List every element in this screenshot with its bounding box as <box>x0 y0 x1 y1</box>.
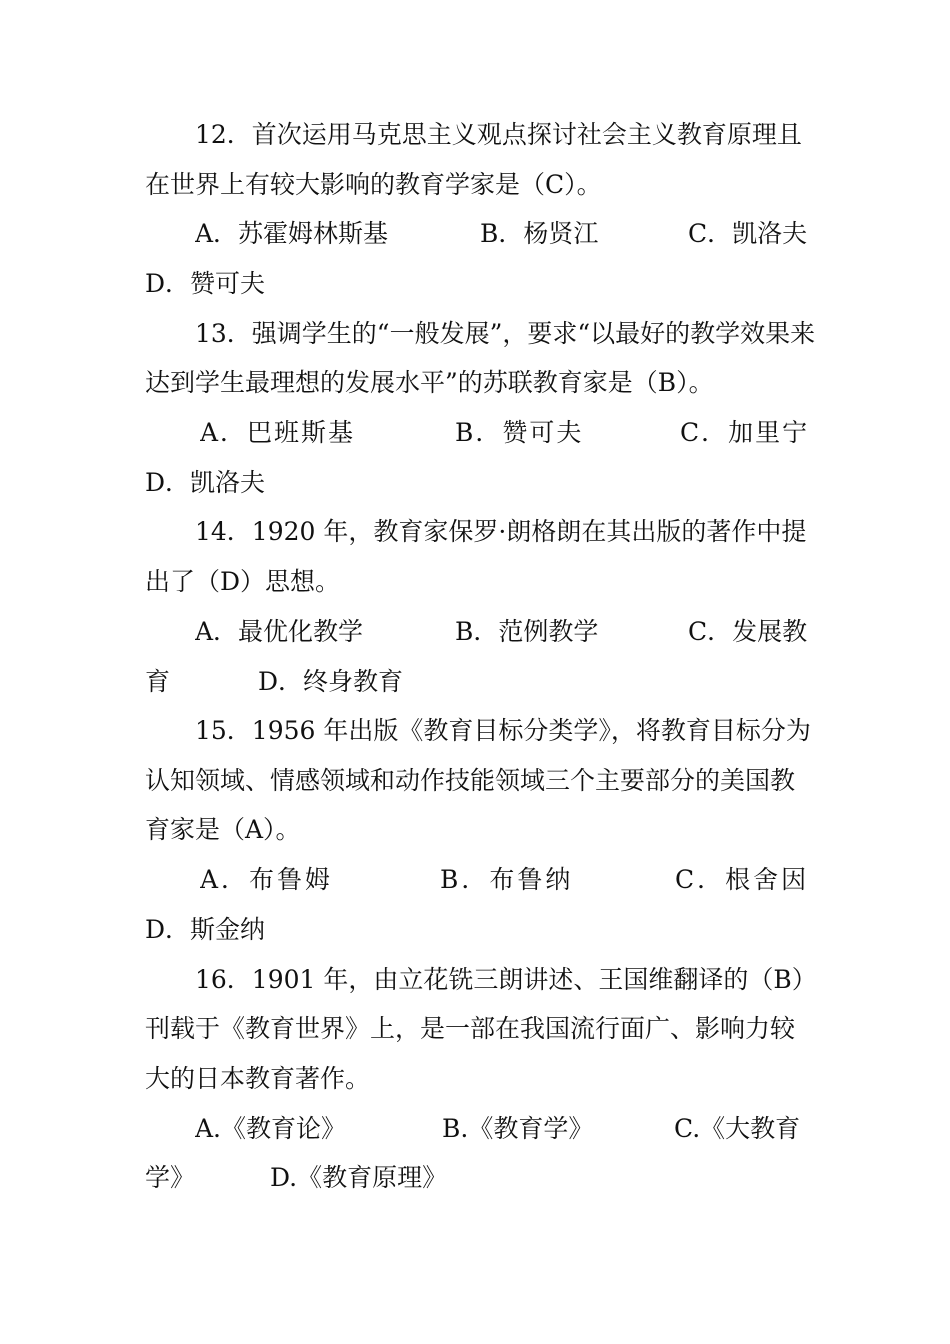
question-13-option-c: C．加里宁 <box>680 418 810 447</box>
question-16-option-d: D.《教育原理》 <box>270 1163 448 1192</box>
question-15-option-b: B．布鲁纳 <box>440 865 574 894</box>
question-15-option-d: D．斯金纳 <box>145 915 266 944</box>
question-13-stem-line-2: 达到学生最理想的发展水平”的苏联教育家是（B）。 <box>145 368 714 397</box>
question-15-stem-line-3: 育家是（A）。 <box>145 815 301 844</box>
question-16-stem-line-3: 大的日本教育著作。 <box>145 1064 371 1093</box>
question-14-option-d: D．终身教育 <box>258 667 404 696</box>
question-16-stem-line-1: 16．1901 年，由立花铣三朗讲述、王国维翻译的（B） <box>195 965 817 994</box>
question-16-option-b: B.《教育学》 <box>442 1114 594 1143</box>
question-13-option-b: B．赞可夫 <box>455 418 584 447</box>
question-12-option-d: D．赞可夫 <box>145 269 266 298</box>
question-14-option-c-part-1: C．发展教 <box>688 617 808 646</box>
question-13-stem-line-1: 13．强调学生的“一般发展”，要求“以最好的教学效果来 <box>195 319 816 348</box>
question-16-option-a: A.《教育论》 <box>195 1114 347 1143</box>
question-15-stem-line-1: 15．1956 年出版《教育目标分类学》，将教育目标分为 <box>195 716 811 745</box>
question-14-option-a: A．最优化教学 <box>195 617 364 646</box>
question-13-option-a: A．巴班斯基 <box>200 418 356 447</box>
question-12-option-c: C．凯洛夫 <box>688 219 808 248</box>
question-16-option-c-part-1: C.《大教育 <box>674 1114 801 1143</box>
question-15-option-a: A．布鲁姆 <box>200 865 334 894</box>
question-12-stem-line-1: 12．首次运用马克思主义观点探讨社会主义教育原理且 <box>195 120 802 149</box>
question-12-option-b: B．杨贤江 <box>480 219 599 248</box>
question-14-option-c-part-2: 育 <box>145 667 171 696</box>
question-14-stem-line-2: 出了（D）思想。 <box>145 567 341 596</box>
question-15-option-c: C．根舍因 <box>675 865 810 894</box>
question-16-option-c-part-2: 学》 <box>145 1163 196 1192</box>
question-12-stem-line-2: 在世界上有较大影响的教育学家是（C）。 <box>145 170 602 199</box>
question-14-option-b: B．范例教学 <box>455 617 599 646</box>
question-12-option-a: A．苏霍姆林斯基 <box>195 219 389 248</box>
question-14-stem-line-1: 14．1920 年，教育家保罗·朗格朗在其出版的著作中提 <box>195 517 807 546</box>
question-15-stem-line-2: 认知领域、情感领域和动作技能领域三个主要部分的美国教 <box>145 766 796 795</box>
question-16-stem-line-2: 刊载于《教育世界》上，是一部在我国流行面广、影响力较 <box>145 1014 796 1043</box>
question-13-option-d: D．凯洛夫 <box>145 468 266 497</box>
